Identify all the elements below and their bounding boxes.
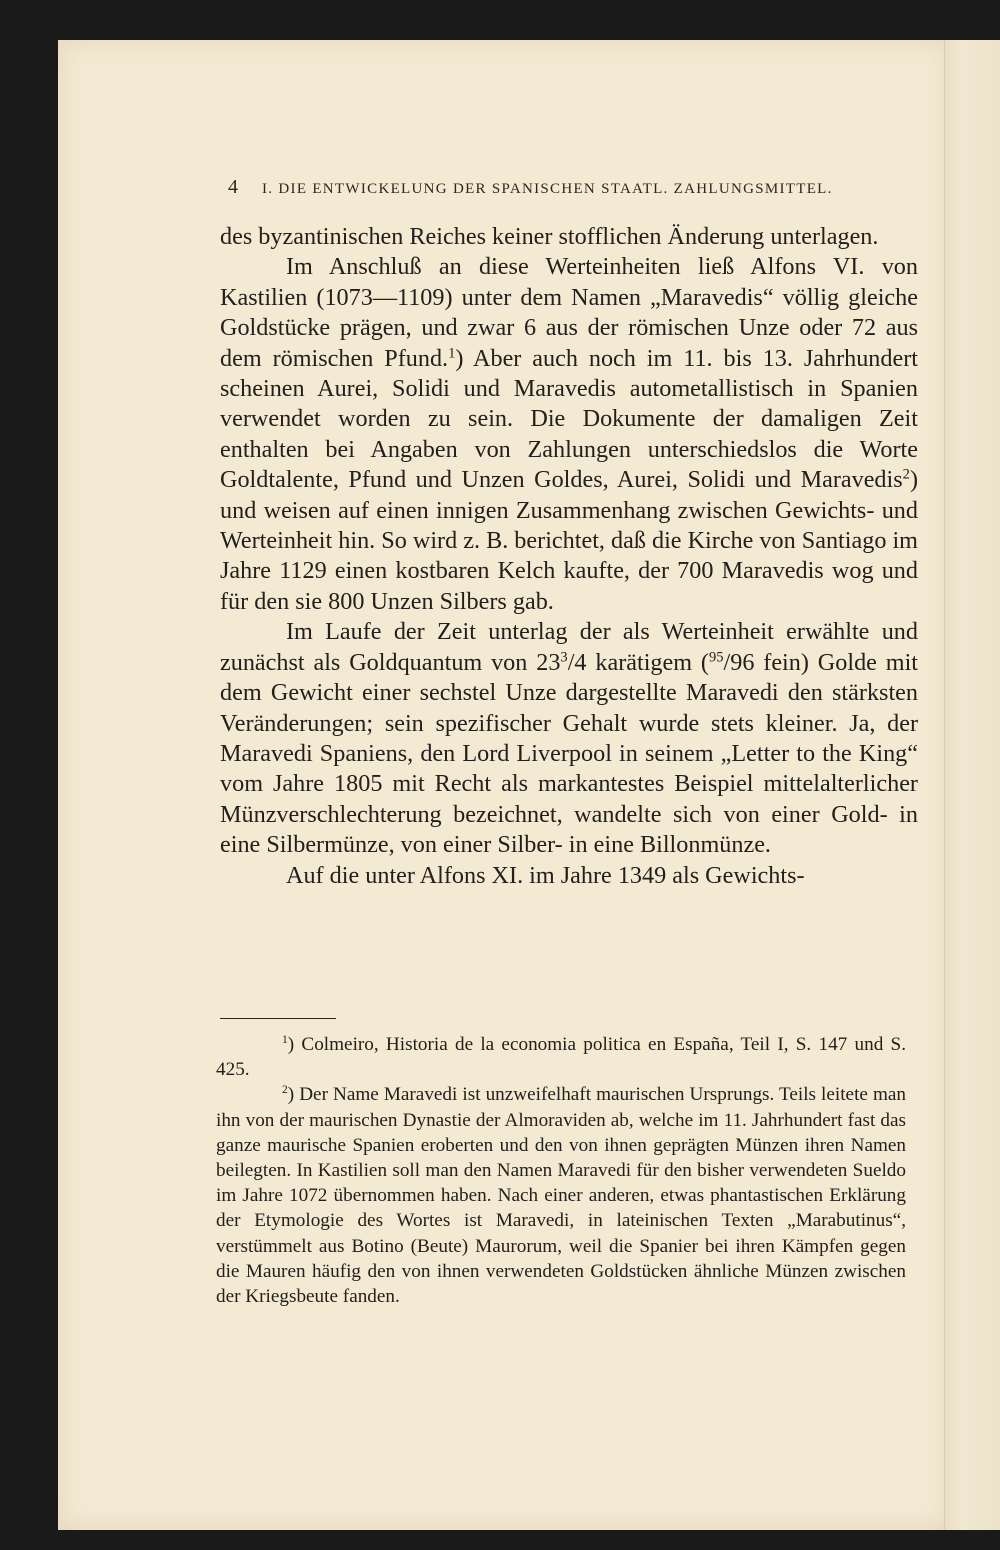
footnote-marker-2: 2 (282, 1084, 288, 1097)
paragraph-3-part-3: /96 fein) Golde mit dem Gewicht einer sechstel Unze dargestellte Maravedi den stärksten Veränderungen; sein spezifischer Gehalt wurde stets kleiner. Ja, der Maravedi Spaniens, den Lord Liverpool in seinem „Letter to the King“ vom Jahre 1805 mit Recht als markantestes Beispiel mittelalterlicher Münzverschlechterung bezeichnet, wandelte sich von einer Gold- in eine Silbermünze, von einer Silber- in eine Billonmünze. (220, 648, 919, 859)
fraction-numerator-2: 95 (708, 648, 724, 665)
paragraph-3-part-1: Im Laufe der Zeit unterlag der als Werteinheit erwählte und zunächst als Goldquantum von 23 (220, 618, 918, 676)
paragraph-2-part-3: ) und weisen auf einen innigen Zusammenhang zwischen Gewichts- und Werteinheit hin. So wird z. B. berichtet, daß die Kirche von Santiago im Jahre 1129 einen kostbaren Kelch kaufte, der 700 Maravedis wog und für den sie 800 Unzen Silbers gab. (220, 466, 918, 615)
footnote-2-text: ) Der Name Maravedi ist unzweifelhaft maurischen Ursprungs. Teils leitete man ihn von der maurischen Dynastie der Almoraviden ab, welche im 11. Jahrhundert fast das ganze maurische Spanien eroberten und den von ihnen geprägten Münzen ihren Namen beilegten. In Kastilien soll man den Namen Maravedi für den bisher verwendeten Sueldo im Jahre 1072 übernommen haben. Nach einer anderen, etwas phantastischen Erklärung der Etymologie des Wortes ist Maravedi, in lateinischen Texten „Marabutinus“, verstümmelt aus Botino (Beute) Maurorum, weil die Spanier bei ihren Kämpfen gegen die Mauren häufig den von ihnen verwendeten Goldstücken ähnliche Münzen zwischen der Kriegsbeute fanden. (216, 1084, 906, 1308)
main-text (220, 222, 918, 891)
footnote-1-text: ) Colmeiro, Historia de la economia politica en España, Teil I, S. 147 und S. 425. (216, 1034, 906, 1081)
paragraph-1: des byzantinischen Reiches keiner stofflichen Änderung unterlagen. (220, 223, 879, 250)
paragraph-3 (220, 617, 918, 860)
footnote-ref-2: 2 (902, 466, 910, 483)
page-number: 4 (228, 176, 238, 198)
paragraph-2-part-2: ) Aber auch noch im 11. bis 13. Jahrhundert scheinen Aurei, Solidi und Maravedis autometallistisch in Spanien verwendet worden zu sein. Die Dokumente der damaligen Zeit enthalten bei Angaben von Zahlungen unterschiedslos die Worte Goldtalente, Pfund und Unzen Goldes, Aurei, Solidi und Maravedis (220, 344, 919, 494)
paragraph-4: Auf die unter Alfons XI. im Jahre 1349 als Gewichts- (286, 861, 805, 889)
footnote-2 (216, 1082, 906, 1309)
page-edge-next-leaf (944, 40, 1000, 1530)
paragraph-2 (220, 252, 918, 617)
footnote-ref-1: 1 (448, 344, 456, 361)
paragraph-2-part-1: Im Anschluß an diese Werteinheiten ließ Alfons VI. von Kastilien (1073—1109) unter dem Namen „Maravedis“ völlig gleiche Goldstücke prägen, und zwar 6 aus der römischen Unze oder 72 aus dem römischen Pfund. (220, 253, 918, 372)
footnote-marker-1: 1 (282, 1034, 288, 1047)
footnote-1 (216, 1032, 906, 1082)
footnotes (216, 1032, 906, 1309)
running-title: I. DIE ENTWICKELUNG DER SPANISCHEN STAATL. ZAHLUNGSMITTEL. (262, 181, 833, 197)
fraction-numerator-1: 3 (560, 648, 568, 665)
footnote-rule (220, 1018, 336, 1019)
running-head (228, 176, 916, 199)
paragraph-3-part-2: /4 karätigem ( (567, 648, 709, 676)
